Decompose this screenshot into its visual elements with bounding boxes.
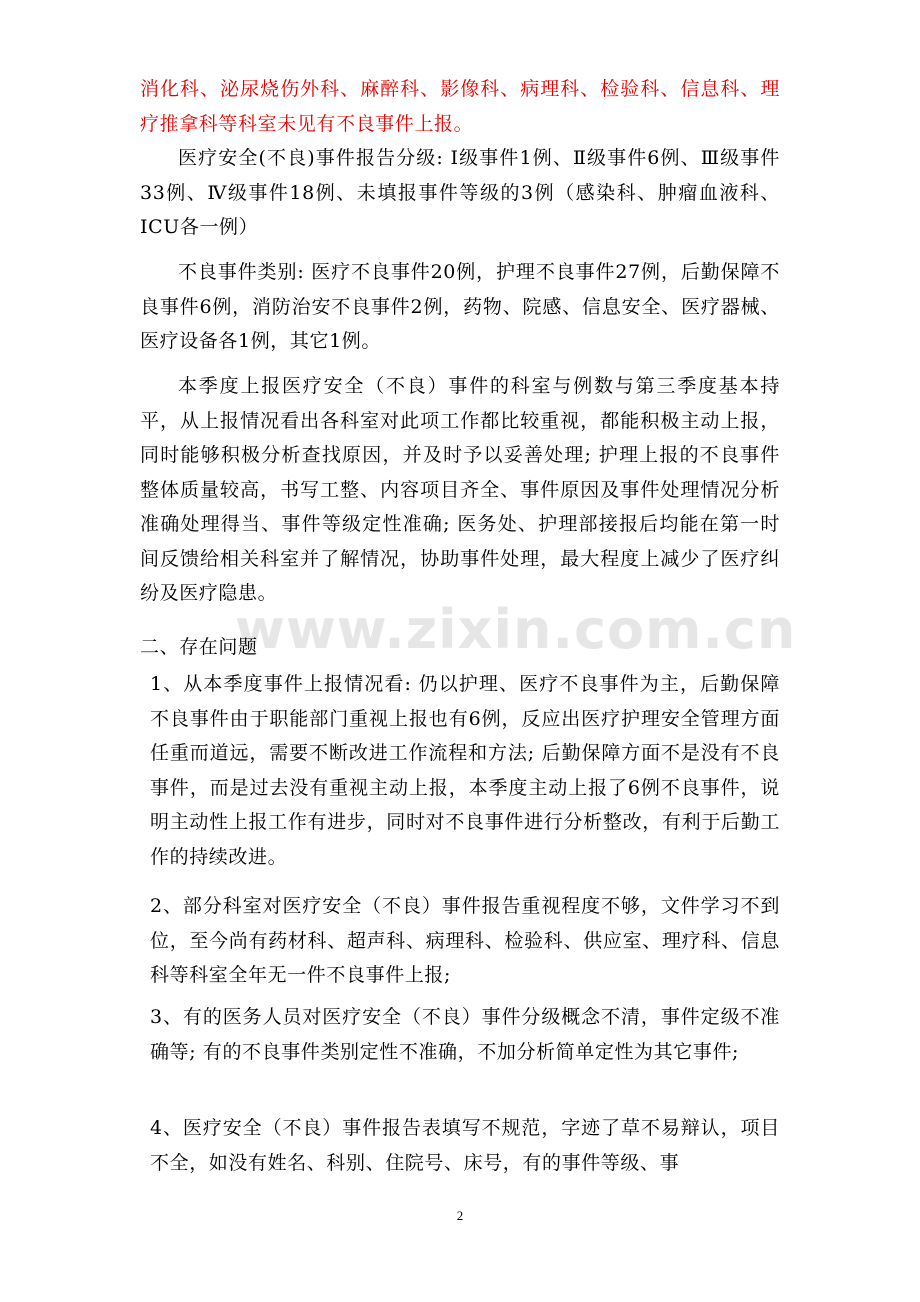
issue-item-2: 2、部分科室对医疗安全（不良）事件报告重视程度不够，文件学习不到位，至今尚有药材科、超声科、病理科、检验科、供应室、理疗科、信息科等科室全年无一件不良事件上报; [150, 895, 780, 986]
watermark-text: www.zixin.com.cn [235, 598, 797, 661]
grading-paragraph: 医疗安全(不良)事件报告分级: Ⅰ级事件1例、Ⅱ级事件6例、Ⅲ级事件33例、Ⅳ级事件18例、未填报事件等级的3例（感染科、肿瘤血液科、ICU各一例） [140, 147, 780, 238]
page-number: 2 [456, 1208, 464, 1223]
section-heading: 二、存在问题 [140, 636, 258, 658]
category-paragraph: 不良事件类别: 医疗不良事件20例，护理不良事件27例，后勤保障不良事件6例，消防治安不良事件2例，药物、院感、信息安全、医疗器械、医疗设备各1例，其它1例。 [140, 261, 780, 352]
summary-paragraph: 本季度上报医疗安全（不良）事件的科室与例数与第三季度基本持平，从上报情况看出各科室对此项工作都比较重视，都能积极主动上报，同时能够积极分析查找原因，并及时予以妥善处理; 护理上报的不良事件整体质量较高，书写工整、内容项目齐全、事件原因及事件处理情况分析准确处理得当、事件等级定性准确; 医务处、护理部接报后均能在第一时间反馈给相关科室并了解情况，协助事件处理，最大程度上减少了医疗纠纷及医疗隐患。 [140, 375, 780, 604]
red-department-paragraph: 消化科、泌尿烧伤外科、麻醉科、影像科、病理科、检验科、信息科、理疗推拿科等科室未见有不良事件上报。 [140, 78, 780, 135]
issue-item-4: 4、医疗安全（不良）事件报告表填写不规范，字迹了草不易辩认，项目不全，如没有姓名、科别、住院号、床号，有的事件等级、事 [150, 1117, 780, 1174]
issue-item-3: 3、有的医务人员对医疗安全（不良）事件分级概念不清，事件定级不准确等; 有的不良事件类别定性不准确，不加分析简单定性为其它事件; [150, 1006, 780, 1063]
issue-item-1: 1、从本季度事件上报情况看: 仍以护理、医疗不良事件为主，后勤保障不良事件由于职能部门重视上报也有6例，反应出医疗护理安全管理方面任重而道远，需要不断改进工作流程和方法; 后勤保障方面不是没有不良事件，而是过去没有重视主动上报，本季度主动上报了6例不良事件，说明主动性上报工作有进步，同时对不良事件进行分析整改，有利于后勤工作的持续改进。 [150, 673, 780, 868]
